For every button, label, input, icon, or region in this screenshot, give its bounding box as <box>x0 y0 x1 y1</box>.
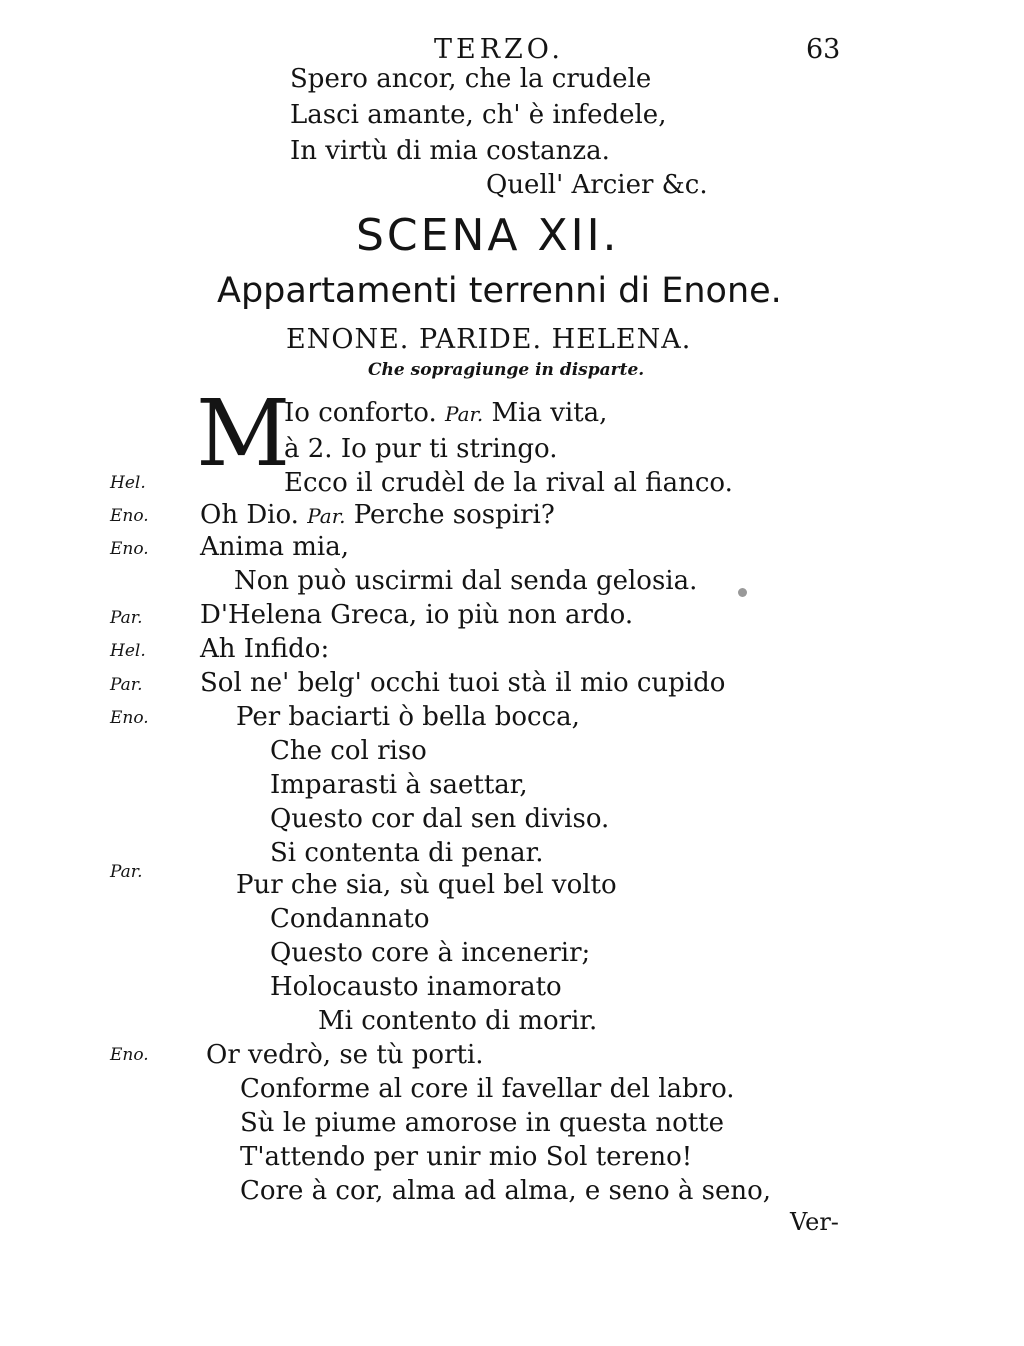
verse-text: Oh Dio. <box>200 500 299 530</box>
refrain-line: Quell' Arcier &c. <box>486 170 708 200</box>
speaker-label: Par. <box>110 608 143 628</box>
verse-line: Questo core à incenerir; <box>270 938 591 968</box>
verse-line: Condannato <box>270 904 430 934</box>
verse-line: Sù le piume amorose in questa notte <box>240 1108 725 1138</box>
speaker-label: Eno. <box>110 1045 149 1065</box>
verse-line: Pur che sia, sù quel bel volto <box>236 870 617 900</box>
verse-line: Conforme al core il favellar del labro. <box>240 1074 735 1104</box>
verse-line: Non può uscirmi dal senda gelosia. <box>234 566 698 596</box>
ink-blot <box>738 588 747 597</box>
catchword: Ver- <box>790 1208 839 1236</box>
scene-title: SCENA XII. <box>356 210 620 261</box>
verse-line: à 2. Io pur ti stringo. <box>284 434 558 464</box>
scene-characters: ENONE. PARIDE. HELENA. <box>286 324 692 355</box>
verse-line: Anima mia, <box>200 532 349 562</box>
speaker-label: Eno. <box>110 539 149 559</box>
verse-line: Ecco il crudèl de la rival al fianco. <box>284 468 733 498</box>
running-title: TERZO. <box>434 34 564 65</box>
verse-line: Si contenta di penar. <box>270 838 544 868</box>
speaker-label: Eno. <box>110 506 149 526</box>
speaker-label: Par. <box>110 675 143 695</box>
verse-line <box>284 400 607 426</box>
verse-line: Questo cor dal sen diviso. <box>270 804 610 834</box>
verse-line: Holocausto inamorato <box>270 972 562 1002</box>
verse-line: Or vedrò, se tù porti. <box>206 1040 484 1070</box>
verse-line <box>200 502 555 528</box>
verse-text: Perche sospiri? <box>353 500 555 530</box>
verse-line: Sol ne' belg' occhi tuoi stà il mio cupido <box>200 668 726 698</box>
verse-text: Io conforto. <box>284 398 437 428</box>
verse-line: D'Helena Greca, io più non ardo. <box>200 600 634 630</box>
verse-line: Ah Infido: <box>200 634 330 664</box>
stage-direction: Che sopragiunge in disparte. <box>368 360 645 380</box>
inline-speaker: Par. <box>445 402 484 426</box>
verse-line: Mi contento di morir. <box>318 1006 598 1036</box>
verse-line: In virtù di mia costanza. <box>290 136 610 166</box>
drop-capital: M <box>196 380 291 487</box>
speaker-label: Hel. <box>110 641 146 661</box>
speaker-label: Hel. <box>110 473 146 493</box>
verse-line: Spero ancor, che la crudele <box>290 64 652 94</box>
verse-text: Mia vita, <box>491 398 608 428</box>
verse-line: T'attendo per unir mio Sol tereno! <box>240 1142 693 1172</box>
verse-line: Lasci amante, ch' è infedele, <box>290 100 667 130</box>
page-number: 63 <box>806 34 841 65</box>
verse-line: Che col riso <box>270 736 427 766</box>
verse-line: Imparasti à saettar, <box>270 770 528 800</box>
speaker-label: Eno. <box>110 708 149 728</box>
scene-setting: Appartamenti terrenni di Enone. <box>217 271 782 311</box>
inline-speaker: Par. <box>307 504 346 528</box>
verse-line: Core à cor, alma ad alma, e seno à seno, <box>240 1176 772 1206</box>
verse-line: Per baciarti ò bella bocca, <box>236 702 580 732</box>
speaker-label: Par. <box>110 862 143 882</box>
